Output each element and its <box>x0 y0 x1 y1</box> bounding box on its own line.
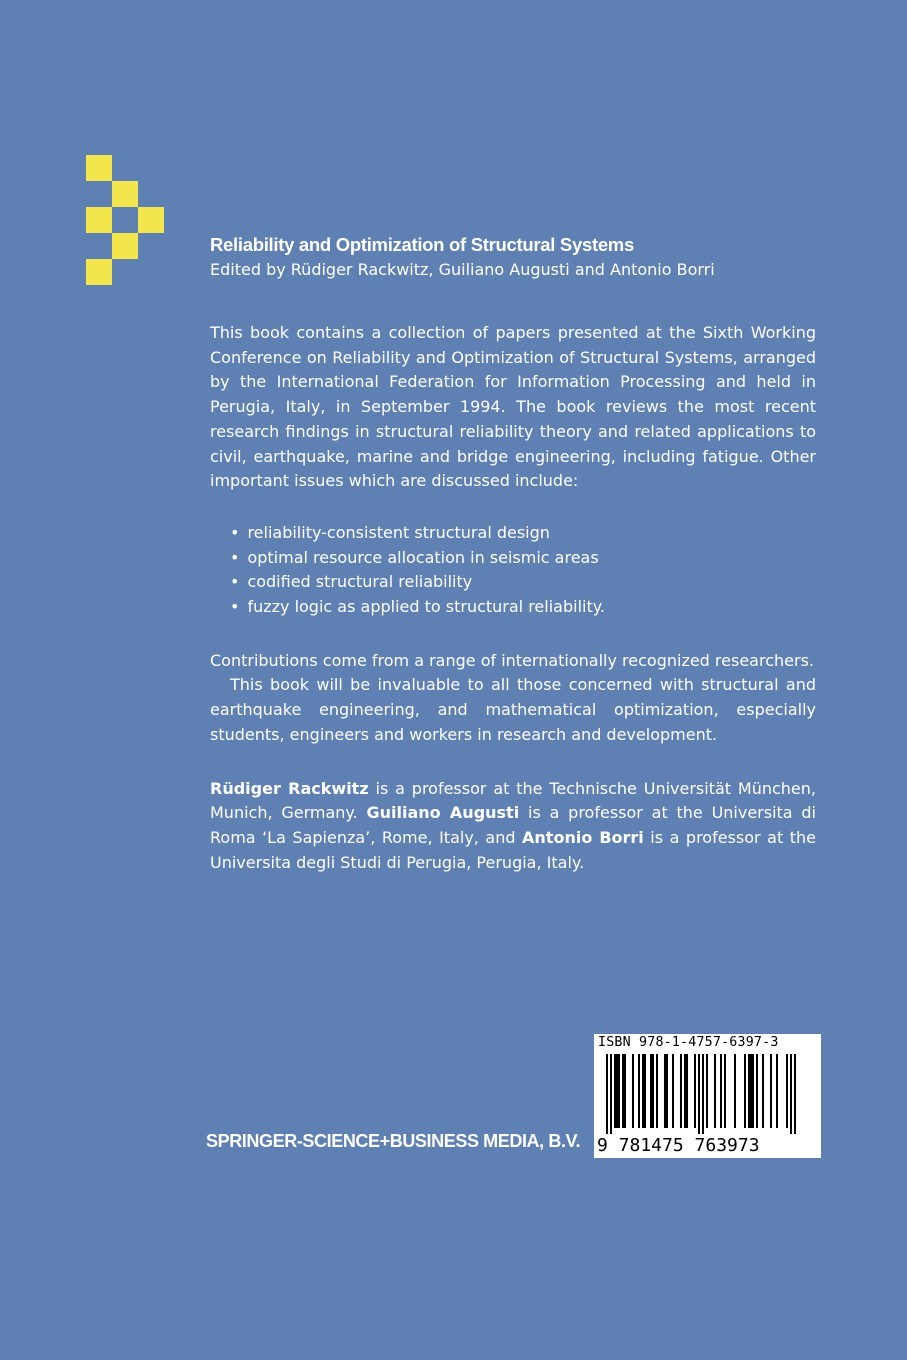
barcode-bar <box>624 1054 626 1128</box>
isbn-barcode-box <box>594 1034 821 1158</box>
publisher-name: SPRINGER-SCIENCE+BUSINESS MEDIA, B.V. <box>206 1131 581 1151</box>
intro-paragraph: This book contains a collection of papers presented at the Sixth Working Conference on Reliability and Optimization of Structural Systems, arranged by the International Federation for Information Processing and held in Perugia, Italy, in September 1994. The book reviews the most recent research findings in structural reliability theory and related applications to civil, earthquake, marine and bridge engineering, including fatigue. Other important issues which are discussed include: <box>210 323 816 491</box>
editors-line: Edited by Rüdiger Rackwitz, Guiliano Augusti and Antonio Borri <box>210 260 715 279</box>
barcode-bar <box>706 1054 708 1128</box>
barcode-bar <box>694 1054 696 1128</box>
barcode-bar <box>652 1054 654 1128</box>
author-bio: is a professor at the Technische Universität München, Munich, Germany. <box>210 778 817 823</box>
barcode-bar <box>686 1054 688 1128</box>
back-cover-text <box>210 233 816 875</box>
barcode-bar <box>748 1054 750 1128</box>
author-name: Rüdiger Rackwitz <box>210 778 369 798</box>
barcode-bar <box>664 1054 666 1128</box>
authors-paragraph <box>210 777 816 876</box>
barcode-bar <box>642 1054 644 1128</box>
barcode-bar <box>752 1054 754 1128</box>
barcode-image <box>606 1054 810 1134</box>
author-bio: is a professor at the Universita di Roma ‘La Sapienza’, Rome, Italy, and <box>210 803 817 847</box>
barcode-bar <box>786 1054 788 1128</box>
barcode-bar <box>756 1054 758 1128</box>
barcode-bar <box>656 1054 658 1128</box>
barcode-bar <box>638 1054 640 1128</box>
barcode-bar <box>770 1054 772 1128</box>
author-name: Guiliano Augusti <box>366 803 520 823</box>
barcode-bar <box>680 1054 682 1128</box>
barcode-bar <box>698 1054 700 1134</box>
barcode-bar <box>666 1054 668 1128</box>
list-item: • optimal resource allocation in seismic areas <box>230 546 816 571</box>
barcode-bar <box>714 1054 716 1128</box>
barcode-bar <box>618 1054 620 1128</box>
barcode-bar <box>616 1054 618 1128</box>
barcode-bar <box>614 1054 616 1128</box>
barcode-bar <box>606 1054 608 1134</box>
barcode-bar <box>622 1054 624 1128</box>
barcode-bar <box>684 1054 686 1128</box>
barcode-bar <box>672 1054 674 1128</box>
barcode-bar <box>776 1054 778 1128</box>
author-bio: is a professor at the Universita degli Studi di Perugia, Perugia, Italy. <box>210 827 816 872</box>
book-title: Reliability and Optimization of Structural Systems <box>210 234 634 255</box>
barcode-bar <box>720 1054 722 1128</box>
ean-number: 9 781475 763973 <box>597 1135 760 1156</box>
barcode-bar <box>650 1054 652 1128</box>
list-item: • fuzzy logic as applied to structural reliability. <box>230 595 816 620</box>
barcode-bar <box>644 1054 646 1128</box>
topics-list <box>230 521 816 620</box>
list-item: • codified structural reliability <box>230 570 816 595</box>
barcode-bar <box>744 1054 746 1128</box>
barcode-bar <box>794 1054 796 1134</box>
isbn-label: ISBN 978-1-4757-6397-3 <box>598 1035 779 1050</box>
list-item: • reliability-consistent structural design <box>230 521 816 546</box>
barcode-bar <box>632 1054 634 1128</box>
barcode-bar <box>762 1054 764 1128</box>
barcode-bar <box>750 1054 752 1128</box>
barcode-bar <box>702 1054 704 1134</box>
barcode-bar <box>610 1054 612 1134</box>
author-name: Antonio Borri <box>522 827 644 847</box>
contributions-paragraph: Contributions come from a range of internationally recognized researchers. <box>210 650 814 670</box>
barcode-bar <box>724 1054 726 1128</box>
barcode-bar <box>790 1054 792 1134</box>
barcode-bar <box>734 1054 736 1128</box>
audience-paragraph: This book will be invaluable to all those concerned with structural and earthquake engineering, and mathematical optimization, especially students, engineers and workers in research and development. <box>210 675 816 744</box>
